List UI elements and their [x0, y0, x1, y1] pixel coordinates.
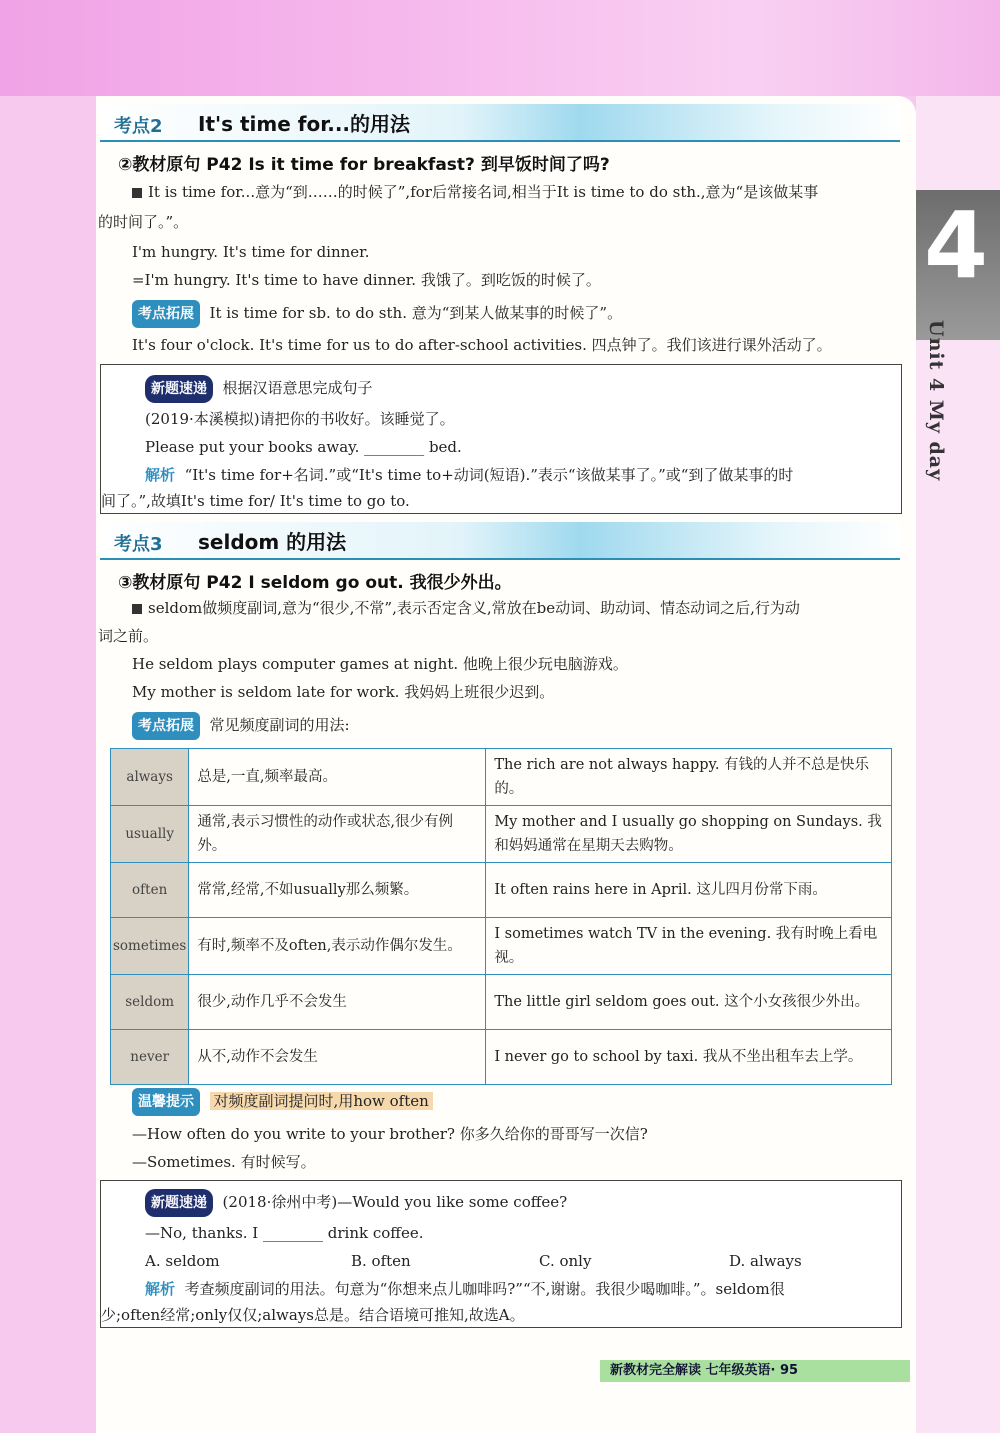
rule-text: seldom做频度副词,意为“很少,不常”,表示否定含义,常放在be动词、助动词、情态动词之后,行为动 — [132, 596, 800, 620]
square-bullet-icon — [132, 188, 142, 198]
example-line: =I'm hungry. It's time to have dinner. 我饿了。到吃饭的时候了。 — [132, 271, 601, 289]
example-line: I'm hungry. It's time for dinner. — [132, 243, 370, 261]
tip-badge: 温馨提示 — [132, 1088, 200, 1116]
example-cell: The little girl seldom goes out. 这个小女孩很少外出。 — [486, 975, 892, 1030]
dialog-line: —How often do you write to your brother? 你多久给你的哥哥写一次信? — [132, 1125, 648, 1143]
table-row — [111, 749, 892, 806]
option-c: C. only — [539, 1252, 592, 1270]
table-row — [111, 975, 892, 1030]
rule-text: It is time for...意为“到……的时候了”,for后常接名词,相当于It is time to do sth.,意为“是该做某事 — [132, 180, 818, 204]
practice-badge: 新题速递 — [145, 1189, 213, 1217]
word-cell: usually — [111, 806, 189, 863]
word-cell: often — [111, 863, 189, 918]
section-title: It's time for...的用法 — [198, 112, 411, 136]
square-bullet-icon — [132, 604, 142, 614]
tip-row — [132, 1088, 433, 1116]
table-row — [111, 918, 892, 975]
extension-example: It's four o'clock. It's time for us to do after-school activities. 四点钟了。我们该进行课外活动了。 — [132, 336, 832, 354]
table-row — [111, 806, 892, 863]
practice-question: Please put your books away. ________ bed. — [145, 438, 462, 456]
tip-text: 对频度副词提问时,用how often — [210, 1092, 433, 1110]
word-cell: never — [111, 1030, 189, 1085]
usage-cell: 通常,表示习惯性的动作或状态,很少有例外。 — [189, 806, 486, 863]
decorative-top-band — [0, 0, 1000, 96]
word-cell: sometimes — [111, 918, 189, 975]
dialog-line: —Sometimes. 有时候写。 — [132, 1153, 316, 1171]
usage-cell: 常常,经常,不如usually那么频繁。 — [189, 863, 486, 918]
word-cell: always — [111, 749, 189, 806]
analysis-line: 解析 考查频度副词的用法。句意为“你想来点儿咖啡吗?”“不,谢谢。我很少喝咖啡。”。seldom很 — [145, 1280, 785, 1298]
option-a: A. seldom — [145, 1252, 220, 1270]
unit-label: Unit 4 My day — [925, 320, 947, 482]
example-line: My mother is seldom late for work. 我妈妈上班很少迟到。 — [132, 683, 555, 701]
frequency-adverb-table — [110, 748, 892, 1085]
example-line: He seldom plays computer games at night. 他晚上很少玩电脑游戏。 — [132, 655, 628, 673]
practice-badge: 新题速递 — [145, 375, 213, 403]
section-label: 考点2 — [114, 116, 163, 137]
analysis-label: 解析 — [145, 1280, 176, 1298]
textbook-sentence-heading: ③教材原句 P42 I seldom go out. 我很少外出。 — [118, 573, 512, 593]
practice-source: (2019·本溪模拟)请把你的书收好。该睡觉了。 — [145, 410, 455, 428]
usage-cell: 有时,频率不及often,表示动作偶尔发生。 — [189, 918, 486, 975]
rule-text-cont: 词之前。 — [98, 627, 159, 645]
practice-question: —No, thanks. I ________ drink coffee. — [145, 1224, 424, 1242]
extension-row: 考点拓展 常见频度副词的用法: — [132, 712, 350, 740]
option-b: B. often — [351, 1252, 411, 1270]
analysis-line-cont: 间了。”,故填It's time for/ It's time to go to. — [101, 492, 410, 510]
word-cell: seldom — [111, 975, 189, 1030]
section-title: seldom 的用法 — [198, 530, 347, 554]
section-label: 考点3 — [114, 534, 163, 555]
unit-number: 4 — [924, 192, 989, 299]
usage-cell: 总是,一直,频率最高。 — [189, 749, 486, 806]
analysis-line-cont: 少;often经常;only仅仅;always总是。结合语境可推知,故选A。 — [101, 1306, 525, 1324]
page-number: 95 — [780, 1363, 799, 1378]
practice-box — [100, 364, 902, 514]
textbook-sentence-heading: ②教材原句 P42 Is it time for breakfast? 到早饭时间了吗? — [118, 155, 610, 175]
example-cell: It often rains here in April. 这儿四月份常下雨。 — [486, 863, 892, 918]
practice-box-2 — [100, 1180, 902, 1328]
analysis-line: 解析 “It's time for+名词.”或“It's time to+动词(短语).”表示“该做某事了。”或“到了做某事的时 — [145, 466, 794, 484]
example-cell: The rich are not always happy. 有钱的人并不总是快乐的。 — [486, 749, 892, 806]
table-row — [111, 1030, 892, 1085]
usage-cell: 很少,动作几乎不会发生 — [189, 975, 486, 1030]
analysis-label: 解析 — [145, 466, 176, 484]
example-cell: I never go to school by taxi. 我从不坐出租车去上学。 — [486, 1030, 892, 1085]
section-header-kp3 — [100, 522, 900, 560]
extension-badge: 考点拓展 — [132, 300, 200, 328]
extension-badge: 考点拓展 — [132, 712, 200, 740]
page-footer: 新教材完全解读 七年级英语· 95 — [600, 1360, 910, 1382]
example-cell: My mother and I usually go shopping on Sundays. 我和妈妈通常在星期天去购物。 — [486, 806, 892, 863]
table-row — [111, 863, 892, 918]
unit-tab — [916, 190, 1000, 340]
extension-row: 考点拓展 It is time for sb. to do sth. 意为“到某人做某事的时候了”。 — [132, 300, 622, 328]
practice-header: 新题速递 (2018·徐州中考)—Would you like some coffee? — [145, 1189, 567, 1217]
practice-header: 新题速递 根据汉语意思完成句子 — [145, 375, 373, 403]
usage-cell: 从不,动作不会发生 — [189, 1030, 486, 1085]
section-header-kp2 — [100, 104, 900, 142]
rule-text-cont: 的时间了。”。 — [98, 213, 189, 231]
example-cell: I sometimes watch TV in the evening. 我有时晚上看电视。 — [486, 918, 892, 975]
option-d: D. always — [729, 1252, 802, 1270]
